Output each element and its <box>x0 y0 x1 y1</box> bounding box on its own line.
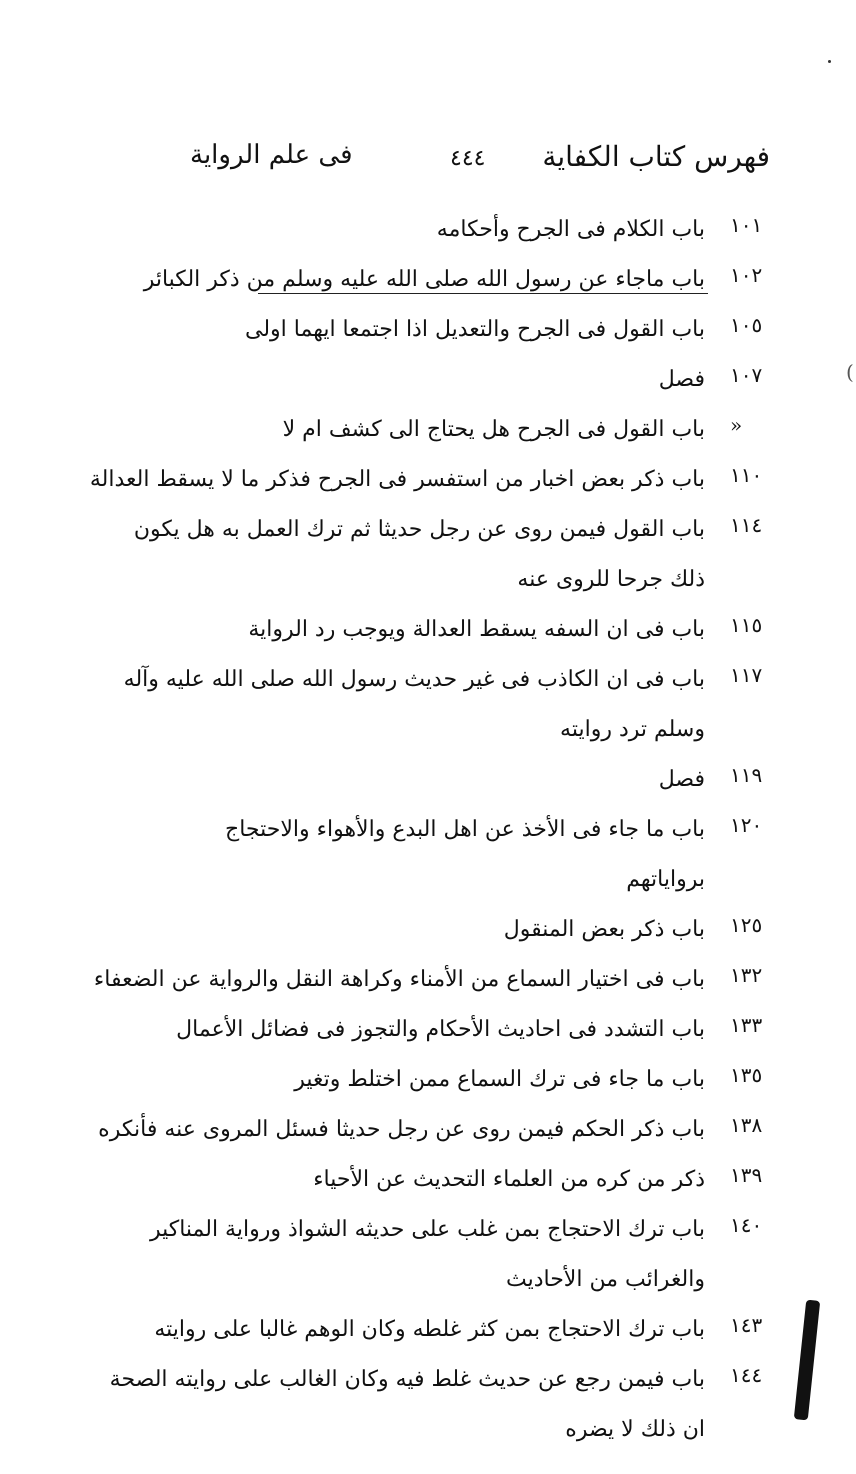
entry-title-line: باب القول فى الجرح هل يحتاج الى كشف ام لا <box>282 417 705 442</box>
index-entry <box>120 255 800 305</box>
entry-page-number: ١٠٧ <box>730 363 763 387</box>
entry-title <box>120 505 705 605</box>
entry-title <box>120 755 705 805</box>
entry-page-number: ١٢٥ <box>730 913 763 937</box>
entry-title-line: باب ماجاء عن رسول الله صلى الله عليه وسلم من ذكر الكبائر <box>143 267 705 292</box>
header-title: فهرس كتاب الكفاية <box>542 140 770 173</box>
index-entry <box>120 305 800 355</box>
index-entry <box>120 1305 800 1355</box>
index-entry <box>120 505 800 605</box>
entry-title-line: وسلم ترد روايته <box>560 717 705 742</box>
entry-title-line: فصل <box>658 367 705 392</box>
index-entry <box>120 1005 800 1055</box>
entry-page-number: ١٤٠ <box>730 1213 763 1237</box>
entry-page-number: ١٣٩ <box>730 1163 763 1187</box>
index-entry <box>120 1155 800 1205</box>
entry-title-line: ان ذلك لا يضره <box>565 1417 705 1442</box>
entry-title <box>89 455 705 505</box>
entry-title-line: فصل <box>658 767 705 792</box>
entry-page-number: ١١٠ <box>730 463 763 487</box>
index-entry <box>120 205 800 255</box>
entry-page-number: ١٣٢ <box>730 963 763 987</box>
entry-page-number: ١١٧ <box>730 663 763 687</box>
entry-title <box>120 805 705 905</box>
entry-page-number: ١٣٨ <box>730 1113 763 1137</box>
entry-title <box>120 1005 705 1055</box>
index-entry <box>89 455 800 505</box>
entry-title-line: والغرائب من الأحاديث <box>505 1267 705 1292</box>
entry-title <box>120 1305 705 1355</box>
entry-title <box>120 205 705 255</box>
entry-page-number: ١٤٣ <box>730 1313 763 1337</box>
entry-page-number: ١٣٥ <box>730 1063 763 1087</box>
entry-title-line: باب القول فيمن روى عن رجل حديثا ثم ترك العمل به هل يكون <box>133 517 705 542</box>
entry-title-line: باب ذكر بعض اخبار من استفسر فى الجرح فذكر ما لا يسقط العدالة <box>89 467 705 492</box>
entry-title <box>120 255 705 305</box>
entry-title <box>120 655 705 755</box>
entry-title <box>120 605 705 655</box>
entry-page-number: ١١٤ <box>730 513 763 537</box>
index-entry <box>120 605 800 655</box>
entry-title <box>109 1355 705 1455</box>
entry-title-line: باب الكلام فى الجرح وأحكامه <box>436 217 705 242</box>
entry-title <box>120 1205 705 1305</box>
page-header <box>150 140 770 190</box>
entry-title-line: باب فيمن رجع عن حديث غلط فيه وكان الغالب على روايته الصحة <box>109 1367 705 1392</box>
index-entry <box>109 1355 800 1455</box>
entry-page-number: ١٤٤ <box>730 1363 763 1387</box>
ink-speck <box>828 60 831 63</box>
page-number: ٤٤٤ <box>450 146 486 171</box>
entry-title-line: ذكر من كره من العلماء التحديث عن الأحياء <box>313 1167 705 1192</box>
entry-title <box>120 905 705 955</box>
index-entry <box>98 1105 800 1155</box>
entry-page-number: » <box>730 413 743 437</box>
margin-mark: ( <box>846 360 854 384</box>
entry-title-line: باب ما جاء فى ترك السماع ممن اختلط وتغير <box>294 1067 705 1092</box>
entry-page-number: ١١٥ <box>730 613 763 637</box>
entry-title-line: باب ذكر بعض المنقول <box>503 917 705 942</box>
entry-title-line: باب فى ان الكاذب فى غير حديث رسول الله صلى الله عليه وآله <box>123 667 705 692</box>
index-entry <box>120 355 800 405</box>
entry-page-number: ١٠١ <box>730 213 763 237</box>
entry-page-number: ١٢٠ <box>730 813 763 837</box>
index-entry <box>120 1205 800 1305</box>
entry-title <box>98 1105 705 1155</box>
entry-title-line: باب فى ان السفه يسقط العدالة ويوجب رد الرواية <box>248 617 705 642</box>
entry-title-line: برواياتهم <box>626 867 705 892</box>
entry-title-line: باب فى اختيار السماع من الأمناء وكراهة النقل والرواية عن الضعفاء <box>93 967 705 992</box>
index-entry <box>120 905 800 955</box>
index-entry <box>120 405 800 455</box>
entry-title <box>120 405 705 455</box>
entry-title <box>120 1155 705 1205</box>
entry-title-line: باب ترك الاحتجاج بمن غلب على حديثه الشواذ ورواية المناكير <box>149 1217 705 1242</box>
entry-title <box>120 1055 705 1105</box>
index-entry <box>93 955 800 1005</box>
header-subtitle: فى علم الرواية <box>190 140 353 170</box>
entry-title-line: ذلك جرحا للروى عنه <box>517 567 705 592</box>
index-list <box>89 205 800 1455</box>
index-entry <box>120 755 800 805</box>
entry-title-line: باب ترك الاحتجاج بمن كثر غلطه وكان الوهم غالبا على روايته <box>154 1317 705 1342</box>
entry-title <box>120 305 705 355</box>
entry-page-number: ١٣٣ <box>730 1013 763 1037</box>
index-entry <box>120 655 800 755</box>
entry-title <box>93 955 705 1005</box>
index-entry <box>120 805 800 905</box>
entry-page-number: ١١٩ <box>730 763 763 787</box>
entry-title <box>120 355 705 405</box>
entry-title-line: باب القول فى الجرح والتعديل اذا اجتمعا ايهما اولى <box>245 317 705 342</box>
index-entry <box>120 1055 800 1105</box>
entry-title-line: باب ذكر الحكم فيمن روى عن رجل حديثا فسئل المروى عنه فأنكره <box>98 1117 705 1142</box>
entry-title-line: باب التشدد فى احاديث الأحكام والتجوز فى فضائل الأعمال <box>176 1017 705 1042</box>
entry-title-line: باب ما جاء فى الأخذ عن اهل البدع والأهواء والاحتجاج <box>225 817 705 842</box>
entry-page-number: ١٠٥ <box>730 313 763 337</box>
entry-page-number: ١٠٢ <box>730 263 763 287</box>
